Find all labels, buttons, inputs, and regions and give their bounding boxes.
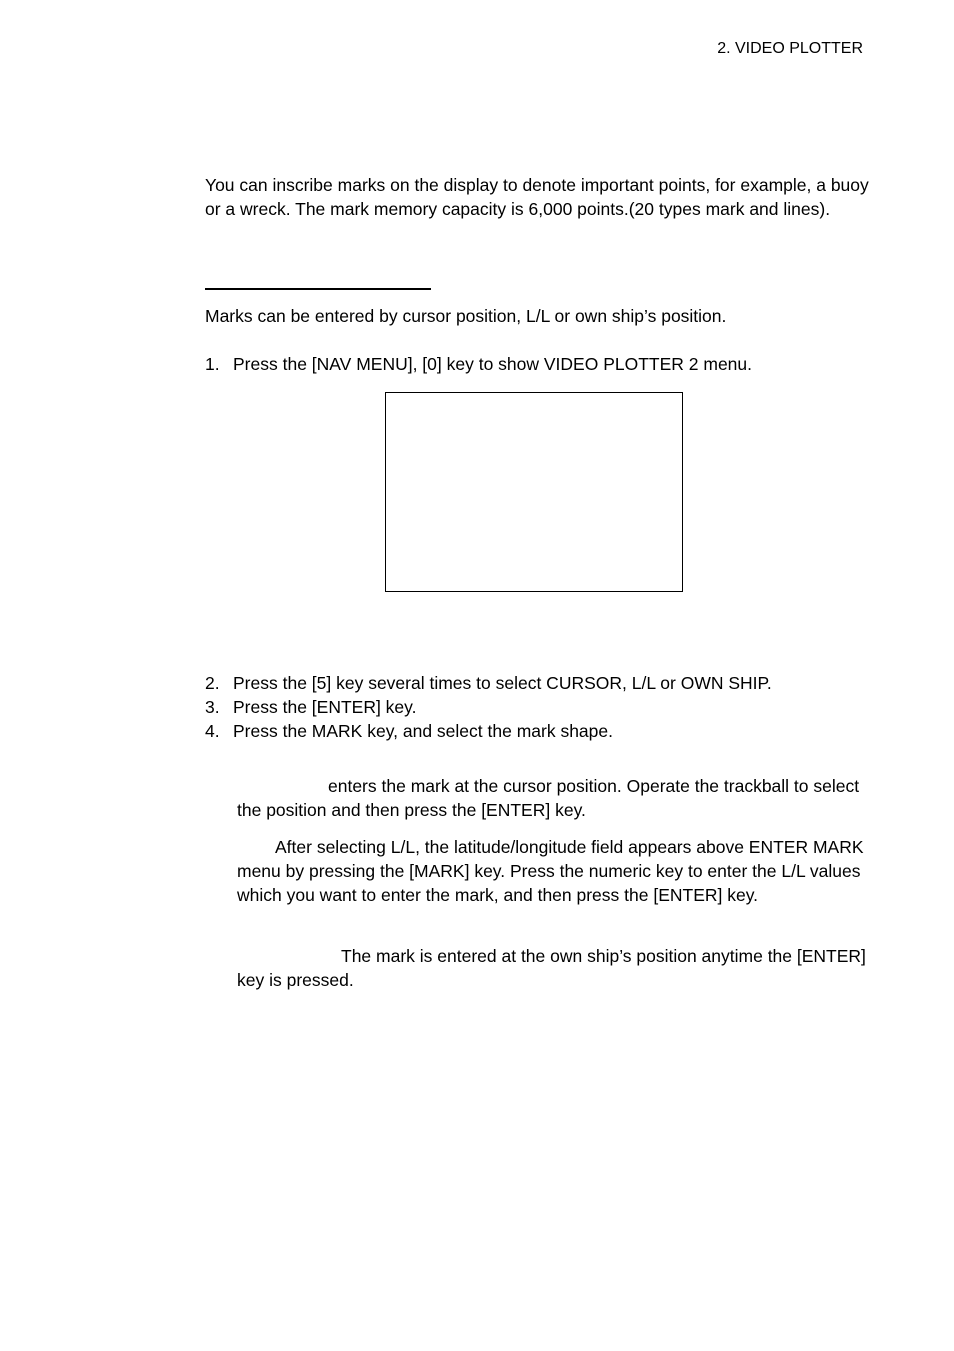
- step-text: Press the [NAV MENU], [0] key to show VIDEO PLOTTER 2 menu.: [233, 354, 753, 374]
- step-number: 2.: [205, 673, 220, 693]
- note-latlon: After selecting L/L, the latitude/longitude field appears above ENTER MARK menu by pressing the [MARK] key. Press the numeric key to enter the L/L values which you want to enter the mark, and then press the [ENTER] key.: [237, 837, 864, 905]
- section-lead-paragraph: Marks can be entered by cursor position, L/L or own ship’s position.: [205, 306, 727, 326]
- step-text: Press the [ENTER] key.: [233, 697, 417, 717]
- step-4: [205, 719, 870, 743]
- step-number: 3.: [205, 697, 220, 717]
- step-1: [205, 352, 870, 376]
- step-number: 1.: [205, 354, 220, 374]
- note-cursor: enters the mark at the cursor position. Operate the trackball to select the position and then press the [ENTER] key.: [237, 776, 860, 820]
- page-header: 2. VIDEO PLOTTER: [717, 40, 863, 57]
- step-3: [205, 695, 870, 719]
- intro-paragraph: You can inscribe marks on the display to denote important points, for example, a buoy or a wreck. The mark memory capacity is 6,000 points.(20 types mark and lines).: [205, 175, 869, 219]
- note-own-ship: The mark is entered at the own ship’s position anytime the [ENTER] key is pressed.: [237, 946, 866, 990]
- step-number: 4.: [205, 721, 220, 741]
- step-text: Press the MARK key, and select the mark shape.: [233, 721, 613, 741]
- step-text: Press the [5] key several times to select CURSOR, L/L or OWN SHIP.: [233, 673, 772, 693]
- section-heading-underline: [205, 288, 431, 290]
- video-plotter-2-menu-figure: [385, 392, 683, 592]
- step-2: [205, 671, 870, 695]
